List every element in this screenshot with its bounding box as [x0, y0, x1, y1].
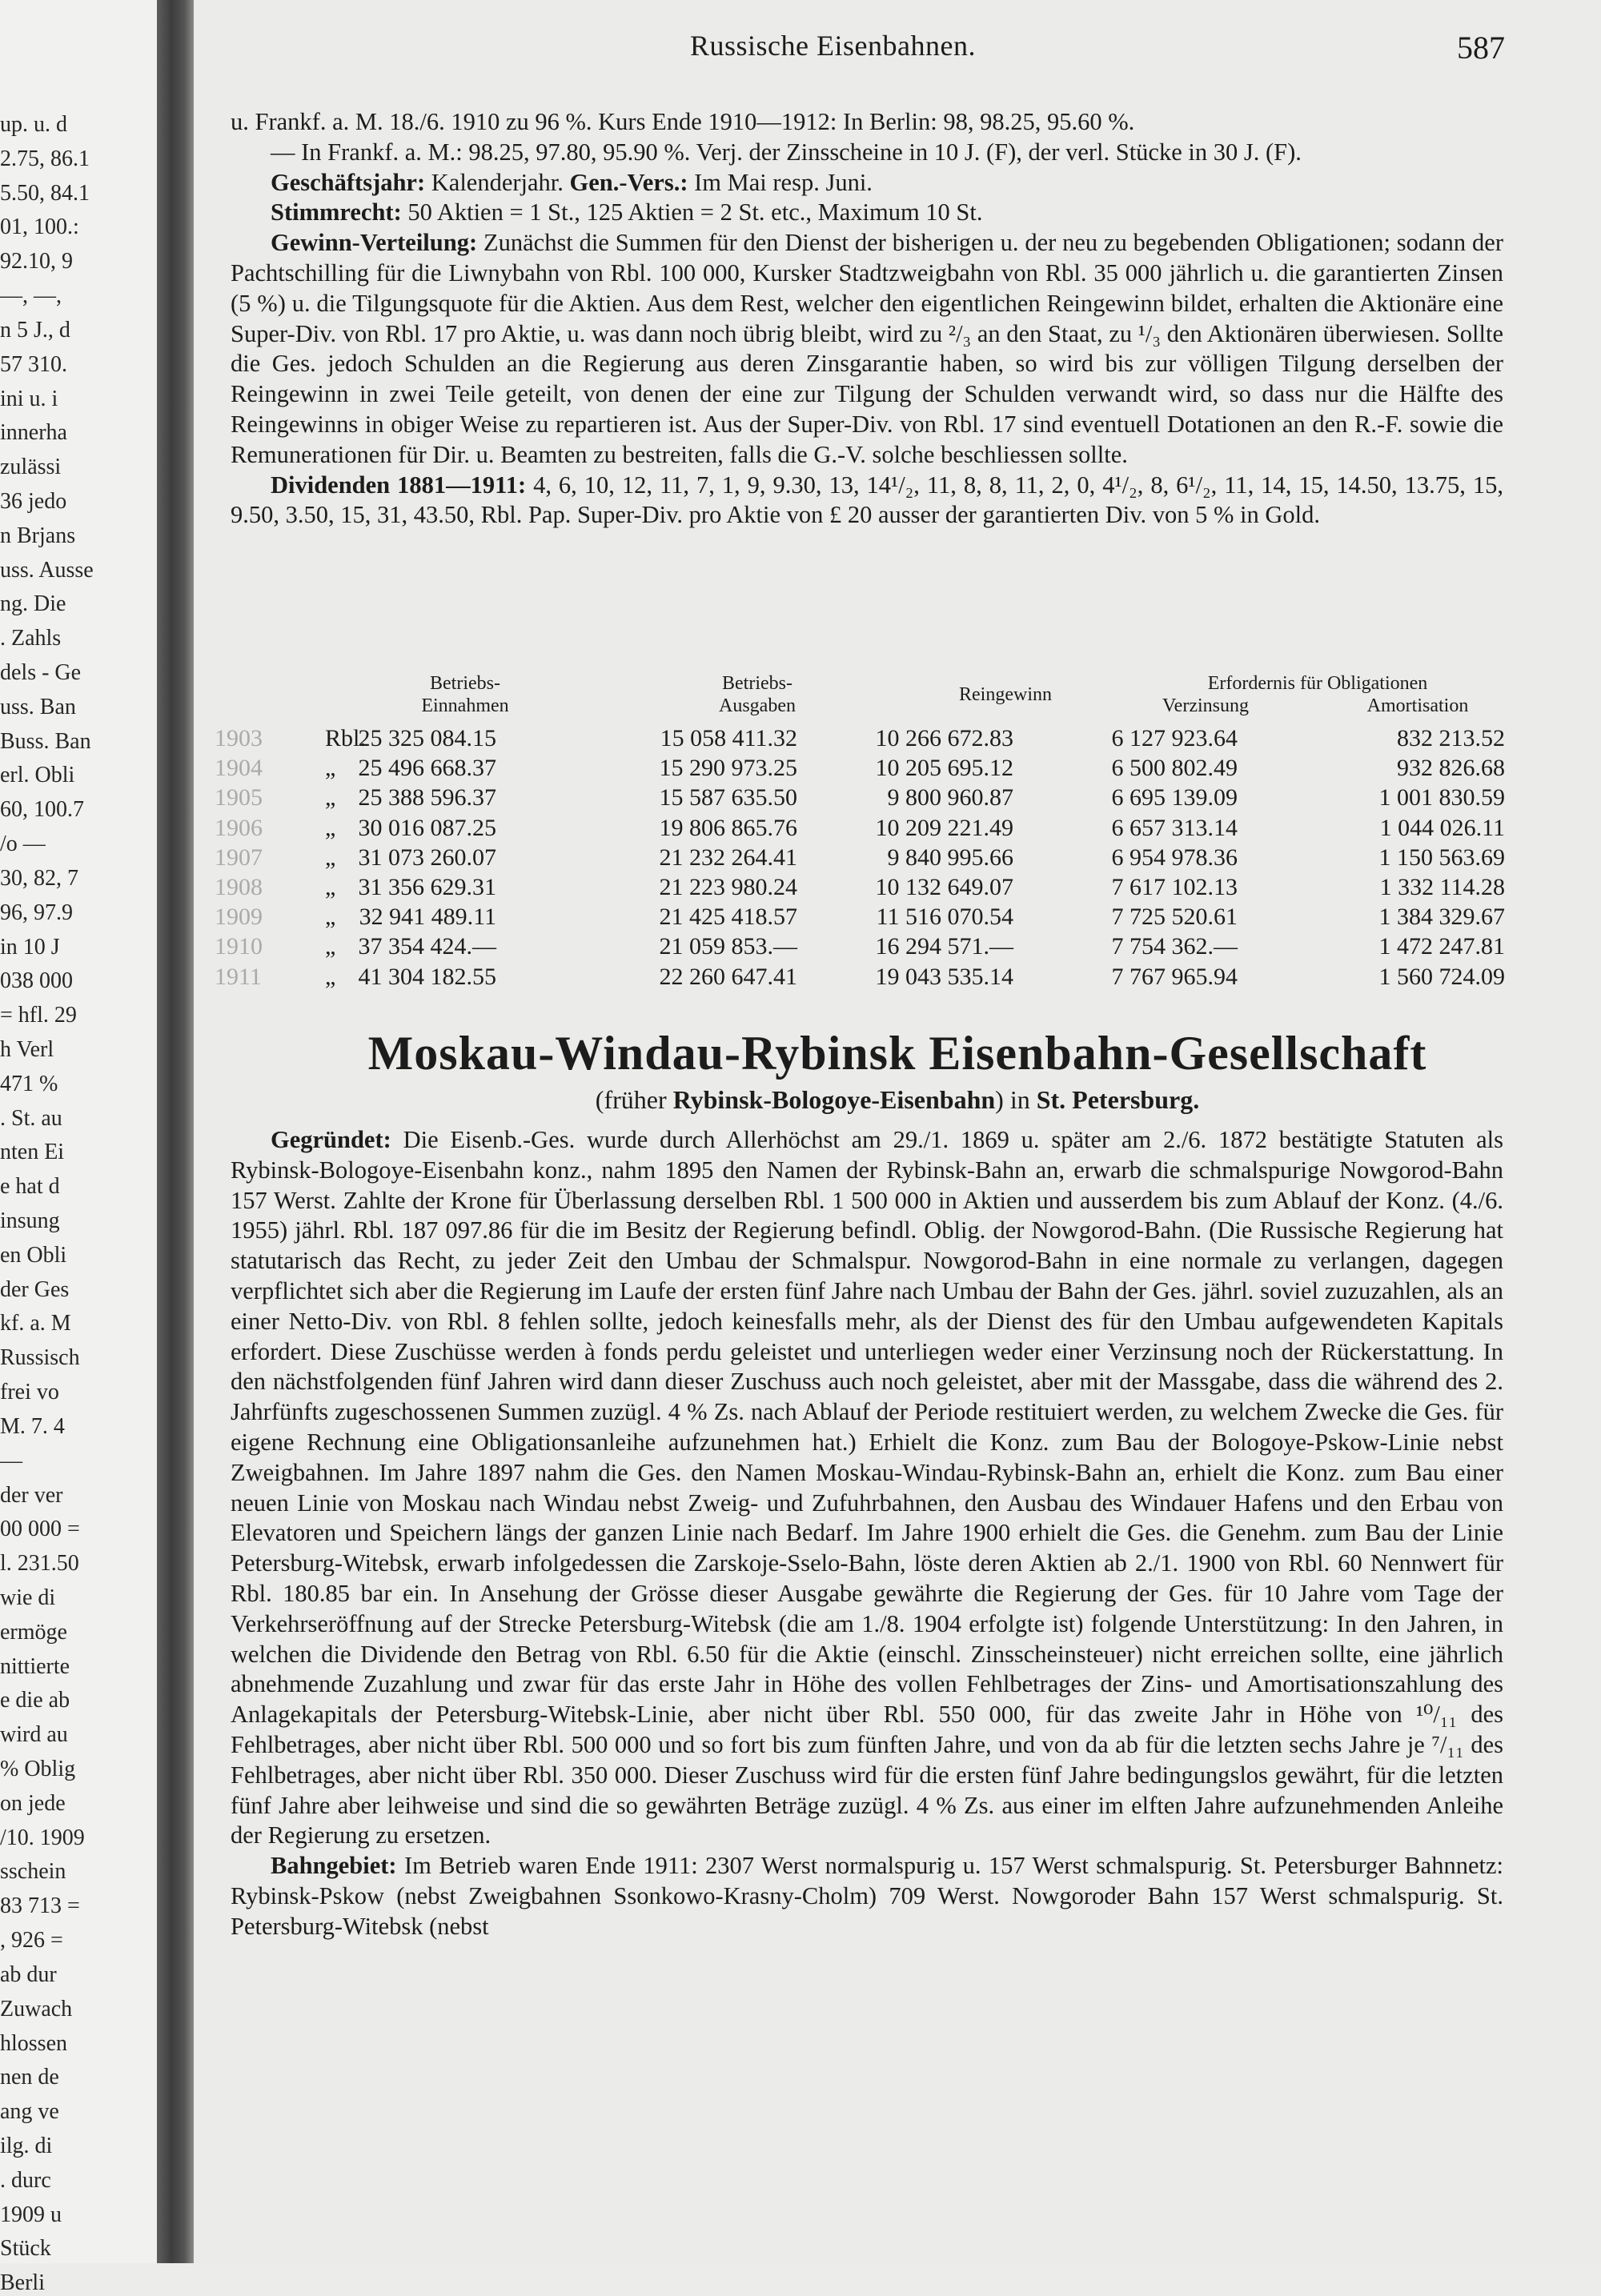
prev-page-line: wird au	[0, 1722, 68, 1748]
cell-amortisation: 1 472 247.81	[1378, 933, 1505, 960]
subtitle-former-name: Rybinsk-Bologoye-Eisenbahn	[672, 1085, 996, 1114]
prev-page-line: n 5 J., d	[0, 317, 70, 343]
cell-year: 1907	[215, 843, 263, 871]
cell-einnahmen: 25 325 084.15	[358, 725, 496, 751]
cell-verzinsung: 7 725 520.61	[1111, 904, 1238, 931]
gewinn-paragraph	[231, 228, 1503, 470]
prev-page-line: Buss. Ban	[0, 728, 91, 754]
table-row	[205, 874, 1510, 904]
table-row	[205, 755, 1510, 784]
cell-ausgaben: 15 290 973.25	[659, 755, 797, 782]
cell-einnahmen: 30 016 087.25	[358, 814, 496, 841]
prev-page-line: Zuwach	[0, 1996, 73, 2022]
prev-page-line: der Ges	[0, 1276, 70, 1302]
prev-page-line: 92.10, 9	[0, 249, 73, 274]
bahngebiet-label: Bahngebiet:	[271, 1852, 397, 1880]
prev-page-line: l. 231.50	[0, 1551, 79, 1577]
subtitle-city: St. Petersburg.	[1036, 1085, 1200, 1114]
cell-ausgaben: 21 059 853.—	[659, 933, 797, 960]
cell-einnahmen: 32 941 489.11	[359, 904, 496, 931]
genvers-text: Im Mai resp. Juni.	[688, 168, 873, 196]
prev-page-line: 038 000	[0, 968, 73, 994]
cell-amortisation: 1 332 114.28	[1379, 874, 1505, 900]
cell-einnahmen: 41 304 182.55	[358, 963, 496, 990]
prev-page-line: 00 000 =	[0, 1517, 80, 1542]
geschaeftsjahr-text: Kalenderjahr.	[425, 168, 570, 196]
cell-einnahmen: 25 496 668.37	[358, 755, 496, 782]
prev-page-line: . St. au	[0, 1105, 62, 1131]
cell-cur: „	[325, 784, 336, 811]
prev-page-line: n Brjans	[0, 523, 76, 548]
cell-cur: „	[325, 755, 336, 782]
cell-reingewinn: 9 800 960.87	[887, 784, 1013, 811]
prev-page-line: nittierte	[0, 1653, 70, 1679]
prev-page-line: ang ve	[0, 2099, 59, 2125]
prev-page-line: . Zahls	[0, 626, 62, 651]
cell-verzinsung: 7 754 362.—	[1111, 933, 1238, 960]
geschaeftsjahr-paragraph	[231, 168, 1503, 198]
genvers-label: Gen.-Vers.:	[569, 168, 688, 196]
cell-year: 1911	[215, 963, 262, 990]
previous-page-margin	[0, 0, 157, 2296]
prev-page-line: 2.75, 86.1	[0, 146, 90, 171]
table-row	[205, 815, 1510, 844]
prev-page-line: Stück	[0, 2236, 51, 2262]
cell-reingewinn: 10 209 221.49	[875, 814, 1013, 841]
prev-page-line: in 10 J	[0, 934, 60, 960]
gewinn-label: Gewinn-Verteilung:	[271, 229, 478, 257]
quote-line-1: u. Frankf. a. M. 18./6. 1910 zu 96 %. Kurs Ende 1910—1912: In Berlin: 98, 98.25, 95.60 %.	[231, 108, 1135, 135]
cell-ausgaben: 22 260 647.41	[659, 963, 797, 990]
prev-page-line: 5.50, 84.1	[0, 180, 90, 206]
stimmrecht-text: 50 Aktien = 1 St., 125 Aktien = 2 St. etc., Maximum 10 St.	[401, 198, 983, 226]
cell-reingewinn: 10 266 672.83	[875, 725, 1013, 751]
prev-page-line: 60, 100.7	[0, 797, 84, 823]
prev-page-line: nten Ei	[0, 1140, 65, 1165]
prev-page-line: 1909 u	[0, 2202, 62, 2227]
prev-page-line: . durc	[0, 2167, 51, 2193]
bahngebiet-text: Im Betrieb waren Ende 1911: 2307 Werst normalspurig u. 157 Werst schmalspurig. St. Petersburger Bahnnetz: Rybinsk-Pskow (nebst Zweigbahnen Ssonkowo-Krasny-Cholm) 709 Werst. Nowgoroder Bahn 157 Werst schmalspurig. St. Petersburg-Witebsk (nebst	[231, 1852, 1503, 1940]
prev-page-line: ermöge	[0, 1619, 67, 1645]
bottom-section	[231, 1125, 1503, 1942]
prev-page-line: Berli	[0, 2270, 45, 2296]
prev-page-line: /o —	[0, 831, 46, 857]
prev-page-line: 36 jedo	[0, 488, 67, 514]
cell-cur: „	[325, 874, 336, 900]
header-amortisation: Amortisation	[1366, 695, 1469, 716]
prev-page-line: 96, 97.9	[0, 900, 73, 925]
table-row	[205, 844, 1510, 874]
cell-amortisation: 1 150 563.69	[1378, 843, 1505, 871]
cell-ausgaben: 21 425 418.57	[659, 904, 797, 931]
cell-ausgaben: 21 232 264.41	[659, 843, 797, 871]
cell-cur: „	[325, 904, 336, 931]
table-row	[205, 784, 1510, 814]
prev-page-line: ilg. di	[0, 2133, 53, 2158]
prev-page-line: /10. 1909	[0, 1825, 85, 1850]
cell-reingewinn: 19 043 535.14	[875, 963, 1013, 990]
bahngebiet-paragraph	[231, 1851, 1503, 1941]
stimmrecht-label: Stimmrecht:	[271, 198, 402, 226]
prev-page-line: ab dur	[0, 1961, 57, 1987]
cell-verzinsung: 6 127 923.64	[1111, 725, 1238, 751]
prev-page-line: sschein	[0, 1859, 66, 1885]
cell-amortisation: 1 560 724.09	[1378, 963, 1505, 990]
table-row	[205, 964, 1510, 993]
cell-reingewinn: 11 516 070.54	[876, 904, 1013, 931]
cell-year: 1903	[215, 725, 263, 751]
cell-amortisation: 932 826.68	[1397, 755, 1505, 782]
prev-page-line: uss. Ausse	[0, 557, 94, 583]
prev-page-line: —	[0, 1448, 22, 1473]
cell-ausgaben: 15 058 411.32	[660, 725, 797, 751]
cell-year: 1910	[215, 933, 263, 960]
prev-page-line: h Verl	[0, 1036, 54, 1062]
prev-page-line: en Obli	[0, 1242, 67, 1268]
cell-verzinsung: 7 767 965.94	[1111, 963, 1238, 990]
cell-cur: „	[325, 814, 336, 841]
gegruendet-text: Die Eisenb.-Ges. wurde durch Allerhöchst am 29./1. 1869 u. später am 2./6. 1872 bestätigte Statuten als Rybinsk-Bologoye-Eisenbahn konz., nahm 1895 den Namen der Rybinsk-Bahn an, erwarb die schmalspurige Nowgorod-Bahn 157 Werst. Zahlte der Krone für Überlassung derselben Rbl. 1 500 000 in Aktien und ausserdem bis zum Ablauf der Konz. (4./6. 1955) jährl. Rbl. 187 097.86 für die im Besitz der Regierung befindl. Oblig. der Nowgorod-Bahn. (Die Russische Regierung hat statutarisch das Recht, zu jeder Zeit den Umbau der Schmalspur. Nowgorod-Bahn in eine normale zu verlangen, dagegen verpflichtet sich aber die Regierung im Laufe der ersten fünf Jahre nach Umbau der Bahn der Ges. jährl. soviel zuzuzahlen, als an einer Netto-Div. von Rbl. 8 fehlen sollte, jedoch keinesfalls mehr, als der Dienst des für den Umbau aufgewendeten Kapitals erfordert. Diese Zuschüsse werden à fonds perdu geleistet und unterliegen weder einer Verzinsung noch der Rückerstattung. In den nächstfolgenden fünf Jahren wird dann dieser Zuschuss auch noch geleistet, aber mit der Massgabe, dass die während des 2. Jahrfünfts zugeschossenen Summen zuzügl. 4 % Zs. nach Ablauf der Periode restituiert werden, zu welchem Zwecke die Ges. für eigene Rechnung eine Obligationsanleihe aufzunehmen hat.) Erhielt die Konz. zum Bau der Bologoye-Pskow-Linie nebst Zweigbahnen. Im Jahre 1897 nahm die Ges. den Namen Moskau-Windau-Rybinsk-Bahn an, erhielt die Konz. zum Bau einer neuen Linie von Moskau nach Windau nebst Zweig- und Zufuhrbahnen, den Ausbau des Windauer Hafens und den Erbau von Elevatoren und Speichern längs der ganzen Linie nach Bedarf. Im Jahre 1900 erhielt die Ges. die Genehm. zum Bau der Linie Petersburg-Witebsk, erwarb infolgedessen die Zarskoje-Sselo-Bahn, löste deren Aktien ab 2./1. 1900 von Rbl. 60 Nennwert für Rbl. 180.85 bar ein. In Ansehung der Grösse dieser Ausgabe gewährte die Regierung der Ges. für 10 Jahre vom Tage der Verkehrseröffnung auf der Strecke Petersburg-Witebsk (die am 1./8. 1904 erfolgte ist) folgende Unterstützung: In den Jahren, in welchen die Dividende den Betrag von Rbl. 6.50 für die Aktie (einschl. Zinsscheinsteuer) nicht erreichen sollte, eine jährlich abnehmende Zuzahlung und zwar für das erste Jahr in Höhe des vollen Fehlbetrages der Zins- und Amortisationszahlung des Anlagekapitals der Petersburg-Witebsk-Linie, aber nicht über Rbl. 550 000, für das zweite Jahr in Höhe von ¹⁰/₁₁ des Fehlbetrages, aber nicht über Rbl. 500 000 und so fort bis zum fünften Jahre, und von da ab für die letzten sechs Jahre je ⁷/₁₁ des Fehlbetrages, aber nicht über Rbl. 350 000. Dieser Zuschuss wird für die ersten fünf Jahre bedingungslos gewährt, für die letzten fünf Jahre aber leihweise und sind die so gewährten Beträge zuzügl. 4 % Zs. aus einer im elften Jahre aufzunehmenden Anleihe der Regierung zu ersetzen.	[231, 1126, 1503, 1849]
page	[194, 0, 1601, 2263]
dividenden-label: Dividenden 1881—1911:	[271, 471, 527, 499]
cell-reingewinn: 10 205 695.12	[875, 755, 1013, 782]
prev-page-line: —, —,	[0, 283, 62, 309]
header-verzinsung: Verzinsung	[1162, 695, 1249, 716]
prev-page-line: uss. Ban	[0, 694, 76, 719]
prev-page-line: dels - Ge	[0, 660, 82, 685]
prev-page-line: erl. Obli	[0, 763, 75, 788]
cell-year: 1908	[215, 874, 263, 900]
prev-page-line: % Oblig	[0, 1757, 76, 1781]
header-betriebs-ausgaben: Betriebs- Ausgaben	[719, 673, 796, 716]
prev-page-line: wie di	[0, 1585, 56, 1610]
cell-amortisation: 1 044 026.11	[1379, 814, 1505, 841]
cell-einnahmen: 25 388 596.37	[358, 784, 496, 811]
cell-reingewinn: 16 294 571.—	[875, 933, 1013, 960]
dividenden-text: 4, 6, 10, 12, 11, 7, 1, 9, 9.30, 13, 14¹/₂, 11, 8, 8, 11, 2, 0, 4¹/₂, 8, 6¹/₂, 11, 14, 15, 14.50, 13.75, 15, 9.50, 3.50, 15, 31, 43.50, Rbl. Pap. Super-Div. pro Aktie von £ 20 ausser der garantierten Div. von 5 % in Gold.	[231, 471, 1504, 529]
cell-cur: Rbl.	[325, 725, 366, 751]
quote-line-2: — In Frankf. a. M.: 98.25, 97.80, 95.90 %. Verj. der Zinsscheine in 10 J. (F), der verl. Stücke in 30 J. (F).	[271, 138, 1302, 166]
prev-page-line: = hfl. 29	[0, 1003, 77, 1028]
header-betriebs-einnahmen: Betriebs- Einnahmen	[421, 673, 509, 716]
header-erfordernis-group: Erfordernis für Obligationen	[1207, 673, 1428, 694]
book-spine-shadow	[157, 0, 194, 2263]
running-title: Russische Eisenbahnen.	[690, 30, 976, 62]
prev-page-line: nen de	[0, 2065, 59, 2090]
cell-verzinsung: 6 695 139.09	[1111, 784, 1238, 811]
company-title: Moskau-Windau-Rybinsk Eisenbahn-Gesellschaft	[367, 1027, 1427, 1080]
stimmrecht-paragraph	[231, 198, 1503, 228]
prev-page-line: insung	[0, 1208, 60, 1233]
cell-year: 1909	[215, 904, 263, 931]
table-row	[205, 904, 1510, 933]
prev-page-line: der ver	[0, 1482, 63, 1508]
cell-reingewinn: 10 132 649.07	[875, 874, 1013, 900]
prev-page-line: innerha	[0, 420, 67, 446]
prev-page-line: 57 310.	[0, 351, 67, 377]
gewinn-text: Zunächst die Summen für den Dienst der bisherigen u. der neu zu begebenden Obligationen; sodann der Pachtschilling für die Liwnybahn von Rbl. 100 000, Kursker Stadtzweigbahn von Rbl. 35 000 jährlich u. die garantierten Zinsen (5 %) u. die Tilgungsquote für die Aktien. Aus dem Rest, welcher den eigentlichen Reingewinn bildet, erhalten die Aktionäre eine Super-Div. von Rbl. 17 pro Aktie, u. was dann noch übrig bleibt, wird zu ²/₃ an den Staat, zu ¹/₃ den Aktionären überwiesen. Sollte die Ges. jedoch Schulden an die Regierung aus deren Zinsgarantie haben, so wird bis zur völligen Tilgung derselben der Reingewinn in zwei Teile geteilt, von denen der eine zur Tilgung der Schulden verwandt wird, so dass nur die Hälfte des Reingewinns in obiger Weise zu repartieren ist. Aus der Super-Div. von Rbl. 17 sind eventuell Dotationen an den R.-F. sowie die Remunerationen für Dir. u. Beamten zu bestreiten, falls die G.-V. solche beschliessen sollte.	[231, 229, 1503, 468]
dividenden-paragraph	[231, 471, 1503, 531]
prev-page-line: ini u. i	[0, 386, 58, 411]
table-row	[205, 933, 1510, 963]
table-row	[205, 725, 1510, 755]
cell-einnahmen: 37 354 424.—	[358, 933, 496, 960]
geschaeftsjahr-label: Geschäftsjahr:	[271, 168, 426, 196]
cell-ausgaben: 19 806 865.76	[659, 814, 797, 841]
prev-page-line: hlossen	[0, 2030, 67, 2056]
cell-amortisation: 832 213.52	[1397, 725, 1505, 751]
prev-page-line: ng. Die	[0, 591, 66, 617]
prev-page-line: up. u. d	[0, 112, 67, 137]
top-section	[231, 107, 1503, 531]
cell-verzinsung: 6 657 313.14	[1111, 814, 1238, 841]
prev-page-line: 83 713 =	[0, 1893, 80, 1919]
prev-page-line: frei vo	[0, 1380, 59, 1405]
cell-amortisation: 1 001 830.59	[1378, 784, 1505, 811]
prev-page-line: e hat d	[0, 1174, 60, 1200]
header-reingewinn: Reingewinn	[959, 684, 1052, 705]
cell-ausgaben: 21 223 980.24	[659, 874, 797, 900]
cell-verzinsung: 6 954 978.36	[1111, 843, 1238, 871]
subtitle-pre: (früher	[595, 1085, 673, 1114]
cell-einnahmen: 31 073 260.07	[358, 843, 496, 871]
cell-verzinsung: 7 617 102.13	[1111, 874, 1238, 900]
cell-ausgaben: 15 587 635.50	[659, 784, 797, 811]
cell-verzinsung: 6 500 802.49	[1111, 755, 1238, 782]
prev-page-line: e die ab	[0, 1688, 70, 1713]
prev-page-line: 01, 100.:	[0, 214, 79, 240]
prev-page-line: kf. a. M	[0, 1311, 71, 1336]
prev-page-line: M. 7. 4	[0, 1413, 65, 1439]
cell-year: 1905	[215, 784, 263, 811]
cell-year: 1906	[215, 814, 263, 841]
prev-page-line: , 926 =	[0, 1928, 63, 1953]
cell-year: 1904	[215, 755, 263, 782]
prev-page-line: 30, 82, 7	[0, 865, 78, 891]
page-number: 587	[1457, 30, 1505, 66]
prev-page-line: on jede	[0, 1790, 66, 1816]
cell-reingewinn: 9 840 995.66	[887, 843, 1013, 871]
gegruendet-paragraph	[231, 1125, 1503, 1851]
cell-einnahmen: 31 356 629.31	[358, 874, 496, 900]
gegruendet-label: Gegründet:	[271, 1126, 391, 1153]
subtitle-mid: ) in	[995, 1085, 1037, 1114]
company-subtitle	[194, 1085, 1601, 1115]
prev-page-line: 471 %	[0, 1071, 58, 1096]
cell-cur: „	[325, 843, 336, 871]
prev-page-line: zulässi	[0, 455, 62, 480]
cell-amortisation: 1 384 329.67	[1378, 904, 1505, 931]
prev-page-line: Russisch	[0, 1345, 80, 1371]
cell-cur: „	[325, 963, 336, 990]
cell-cur: „	[325, 933, 336, 960]
